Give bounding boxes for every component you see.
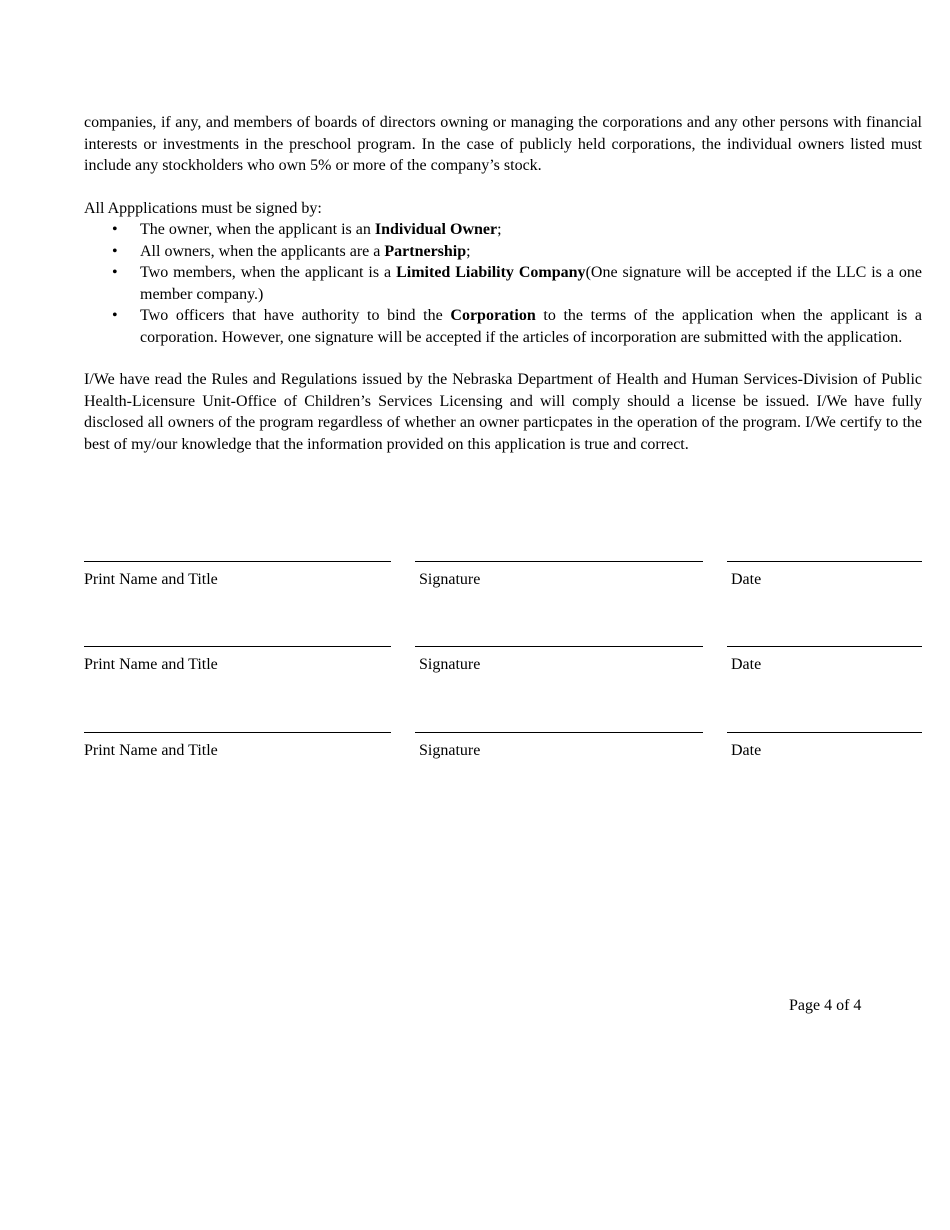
signature-line[interactable]: [415, 732, 703, 733]
list-item: • Two members, when the applicant is a Limited Liability Company(One signature will be accepted if the LLC is a one member company.): [112, 264, 922, 303]
page-number: Page 4 of 4: [789, 997, 862, 1014]
print-name-line[interactable]: [84, 646, 391, 647]
intro-paragraph: companies, if any, and members of boards of directors owning or managing the corporations and any other persons with financial interests or investments in the preschool program. In the case of publicly held corporations, the individual owners listed must include any stockholders who own 5% or more of the company’s stock.: [84, 114, 922, 174]
signature-row: [84, 561, 922, 621]
signature-label: Signature: [419, 742, 481, 759]
signature-row: [84, 732, 922, 792]
bullet-icon: •: [112, 221, 118, 238]
bullet-icon: •: [112, 242, 118, 260]
print-name-label: Print Name and Title: [84, 656, 218, 673]
bullet-icon: •: [112, 264, 118, 281]
signature-line[interactable]: [415, 646, 703, 647]
signing-requirements-list: [84, 219, 922, 348]
signature-label: Signature: [419, 656, 481, 673]
certification-paragraph: I/We have read the Rules and Regulations issued by the Nebraska Department of Health and Human Services-Division of Public Health-Licensure Unit-Office of Children’s Services Licensing and will comply should a license be issued. I/We have fully disclosed all owners of the program regardless of whether an owner particpates in the operation of the program. I/We certify to the best of my/our knowledge that the information provided on this application is true and correct.: [84, 371, 922, 453]
print-name-line[interactable]: [84, 732, 391, 733]
owner-type: Individual Owner: [374, 221, 498, 238]
document-body: [84, 112, 922, 455]
date-line[interactable]: [727, 646, 922, 647]
list-item: • All owners, when the applicants are a Partnership;: [84, 241, 922, 263]
bullet-icon: •: [112, 307, 118, 324]
owner-type: Corporation: [450, 307, 536, 324]
signature-row: [84, 646, 922, 706]
signature-line[interactable]: [415, 561, 703, 562]
date-label: Date: [731, 742, 762, 759]
print-name-label: Print Name and Title: [84, 571, 218, 588]
date-line[interactable]: [727, 732, 922, 733]
date-label: Date: [731, 571, 762, 588]
date-label: Date: [731, 656, 762, 673]
signature-label: Signature: [419, 571, 481, 588]
list-item: • Two officers that have authority to bind the Corporation to the terms of the application when the applicant is a corporation. However, one signature will be accepted if the articles of incorporation are submitted with the application.: [112, 307, 922, 346]
owner-type: Limited Liability Company: [396, 264, 586, 281]
print-name-label: Print Name and Title: [84, 742, 218, 759]
owner-type: Partnership: [384, 242, 467, 260]
list-item: • The owner, when the applicant is an Individual Owner;: [84, 219, 922, 241]
signing-requirements-heading: All Appplications must be signed by:: [84, 199, 322, 217]
date-line[interactable]: [727, 561, 922, 562]
print-name-line[interactable]: [84, 561, 391, 562]
